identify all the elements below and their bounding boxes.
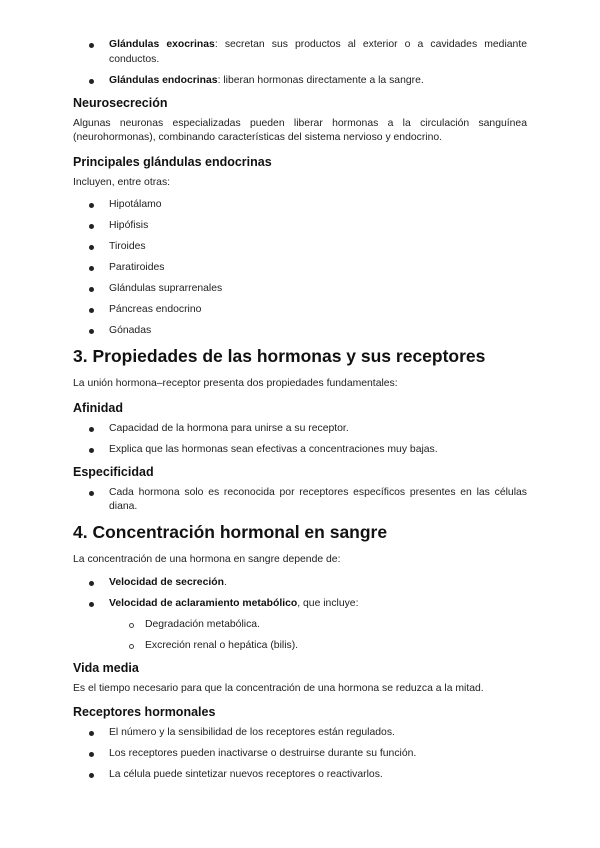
receptores-list [73,726,527,783]
section-3-title: 3. Propiedades de las hormonas y sus receptores [73,346,486,366]
section-4-intro: La concentración de una hormona en sangre depende de: [73,554,341,565]
factor-suffix: , que incluye: [297,597,359,609]
receptores-heading: Receptores hormonales [73,705,216,719]
glands-intro: Incluyen, entre otras: [73,176,171,188]
list-item: Páncreas endocrino [73,303,527,318]
sublist-item: Excreción renal o hepática (bilis). [73,639,527,654]
list-item [73,74,527,89]
term: Glándulas exocrinas [109,39,215,50]
section-3-intro: La unión hormona–receptor presenta dos propiedades fundamentales: [73,378,398,389]
list-item: Los receptores pueden inactivarse o destruirse durante su función. [73,747,527,762]
list-item: Tiroides [73,240,527,255]
list-item: Hipotálamo [73,198,527,213]
neurosecretion-text: Algunas neuronas especializadas pueden liberar hormonas a la circulación sanguínea (neurohormonas), combinando características del sistema nervioso y endocrino. [73,117,527,143]
list-item: Gónadas [73,324,527,339]
glands-list [73,198,527,339]
factor-term: Velocidad de aclaramiento metabólico [109,597,298,609]
term-description: : secretan sus productos al exterior o a cavidades mediante conductos. [109,39,527,65]
neurosecretion-heading: Neurosecreción [73,95,168,110]
afinidad-heading: Afinidad [73,400,123,415]
gland-type-list [73,38,527,88]
list-item: Explica que las hormonas sean efectivas a concentraciones muy bajas. [73,443,527,458]
especificidad-heading: Especificidad [73,464,154,479]
glands-heading: Principales glándulas endocrinas [73,154,272,169]
vida-media-heading: Vida media [73,660,139,675]
afinidad-list [73,422,527,458]
list-item: El número y la sensibilidad de los receptores están regulados. [73,726,527,741]
clearance-sublist [73,618,527,654]
factor-suffix: . [223,576,227,588]
section-4-title: 4. Concentración hormonal en sangre [73,522,388,542]
list-item: Cada hormona solo es reconocida por receptores específicos presentes en las células diana. [73,486,527,515]
vida-media-text: Es el tiempo necesario para que la concentración de una hormona se reduzca a la mitad. [73,682,484,694]
list-item: Capacidad de la hormona para unirse a su receptor. [73,422,527,437]
list-item: Hipófisis [73,219,527,234]
especificidad-list [73,486,527,515]
term: Glándulas endocrinas [109,74,218,86]
term-description: : liberan hormonas directamente a la sangre. [217,74,424,86]
list-item [73,38,527,67]
list-item: Paratiroides [73,261,527,276]
sublist-item: Degradación metabólica. [73,618,527,633]
concentration-factors-list [73,576,527,612]
list-item [73,597,527,612]
list-item [73,576,527,591]
list-item: Glándulas suprarrenales [73,282,527,297]
factor-term: Velocidad de secreción [109,576,224,588]
list-item: La célula puede sintetizar nuevos receptores o reactivarlos. [73,768,527,783]
